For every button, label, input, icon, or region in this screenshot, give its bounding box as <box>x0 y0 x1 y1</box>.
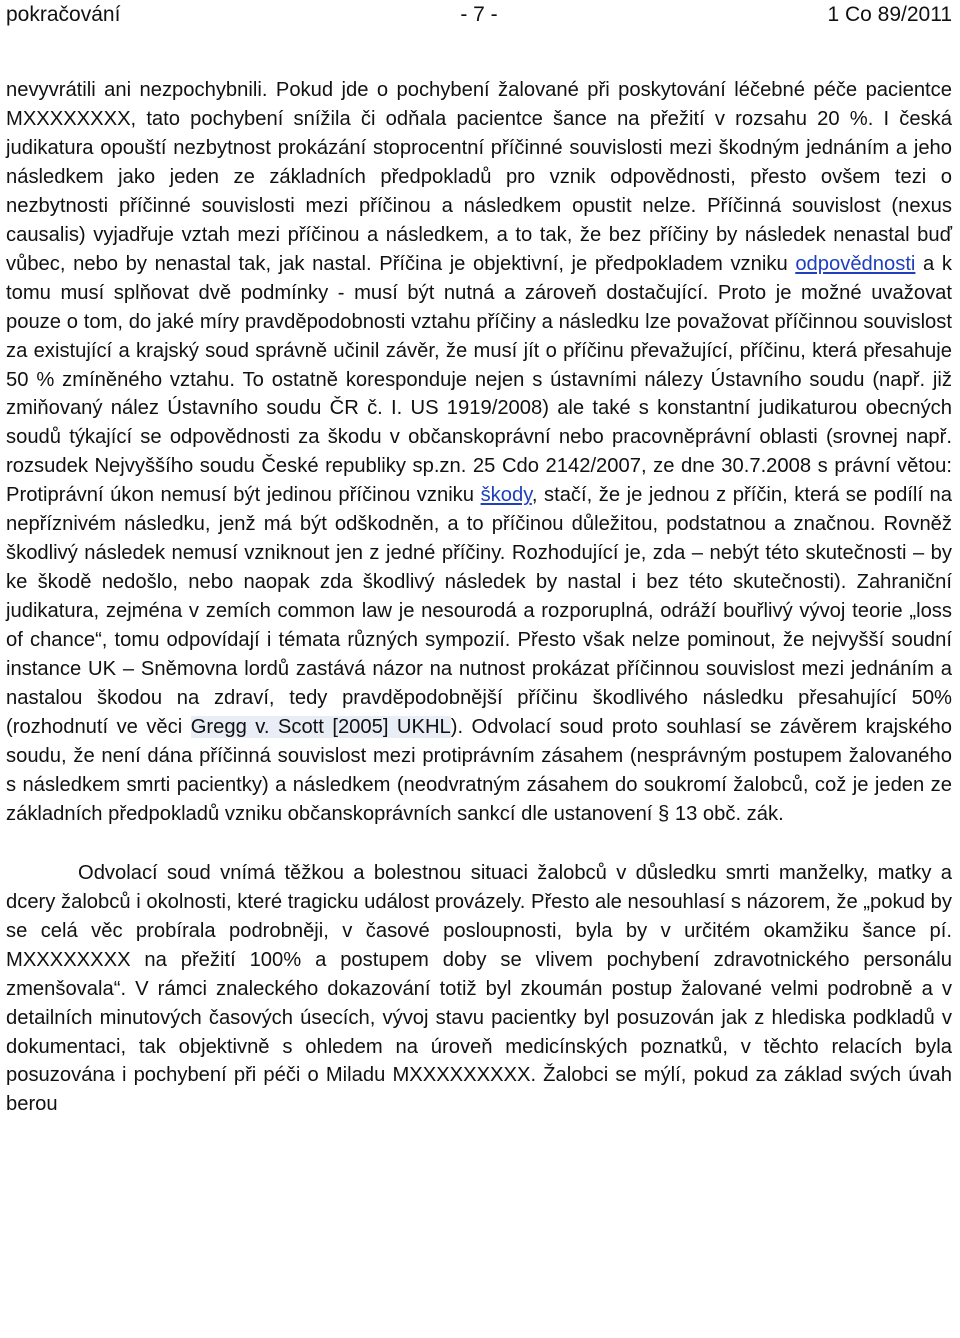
document-body <box>6 76 952 1119</box>
paragraph-1-text-d: ). Odvolací soud proto souhlasí se závěrem krajského soudu, že není dána příčinná souvislost mezi protiprávním zásahem (nesprávným postupem žalovaného s následkem smrti pacientky) a následkem (neodvratným zásahem do soukromí žalobců, což je jeden ze základních předpokladů vzniku občanskoprávních sankcí dle ustanovení § 13 obč. zák. <box>6 715 952 825</box>
link-skody[interactable]: škody <box>480 484 532 507</box>
document-page <box>6 0 953 1116</box>
paragraph-2: Odvolací soud vnímá těžkou a bolestnou situaci žalobců v důsledku smrti manželky, matky a dcery žalobců i okolnosti, které tragicku událost provázely. Přesto ale nesouhlasí s názorem, že „pokud by se celá věc probírala podrobněji, v časové posloupnosti, byla by v určitém okamžiku šance pí. MXXXXXXXX na přežití 100% a postupem doby se vlivem pochybení zdravotnického personálu zmenšovala“. V rámci znaleckého dokazování totiž byl zkoumán postup žalované velmi podrobně a v detailních minutových časových úsecích, vývoj stavu pacientky byl posuzován jak z hlediska podkladů v dokumentaci, tak objektivně s ohledem na úroveň medicínských poznatků, v těchto relacích byla posuzována i pochybení při péči o Miladu MXXXXXXXXX. Žalobci se mýlí, pokud za základ svých úvah berou <box>6 861 952 1116</box>
page-header <box>6 0 952 30</box>
paragraph-1-text-c: , stačí, že je jednou z příčin, která se podílí na nepříznivém následku, jenž má být odškodněn, a to příčinou důležitou, podstatnou a značnou. Rovněž škodlivý následek nemusí vzniknout jen z jedné příčiny. Rozhodující je, zda – nebýt této skutečnosti – by ke škodě nedošlo, nebo naopak zda škodlivý následek by nastal i bez této skutečnosti). Zahraniční judikatura, zejména v zemích common law je nesourodá a rozporuplná, odráží bouřlivý vývoj teorie „loss of chance“, tomu odpovídají i témata různých sympozií. Přesto však nelze pominout, že nejvyšší soudní instance UK – Sněmovna lordů zastává názor na nutnost prokázat příčinnou souvislost mezi jednáním a nastalou škodou na zdraví, tedy pravděpodobnější příčinu škodlivého následku přesahující 50% (rozhodnutí ve věci <box>6 484 953 738</box>
paragraph-1-text-b: a k tomu musí splňovat dvě podmínky - musí být nutná a zároveň dostačující. Proto je možné uvažovat pouze o tom, do jaké míry pravděpodobnosti vztahu příčiny a následku lze považovat příčinnou souvislost za existující a krajský soud správně učinil závěr, že musí jít o příčinu převažující, příčinu, která přesahuje 50 % zmíněného vztahu. To ostatně koresponduje nejen s ústavními nálezy Ústavního soudu (např. již zmiňovaný nález Ústavního soudu ČR č. I. US 1919/2008) ale také s konstantní judikaturou obecných soudů týkající se odpovědnosti za škodu v občanskoprávní nebo pracovněprávní oblasti (srovnej např. rozsudek Nejvyššího soudu České republiky sp.zn. 25 Cdo 2142/2007, ze dne 30.7.2008 s právní větou: Protiprávní úkon nemusí být jedinou příčinou vzniku <box>6 252 952 507</box>
page-number: - 7 - <box>460 3 498 26</box>
header-continuation: pokračování <box>6 3 121 26</box>
paragraph-1 <box>6 76 952 829</box>
link-odpovednosti[interactable]: odpovědnosti <box>795 252 916 275</box>
paragraph-1-text-a: nevyvrátili ani nezpochybnili. Pokud jde o pochybení žalované při poskytování léčebné péče pacientce MXXXXXXXX, tato pochybení snížila či odňala pacientce šance na přežití v rozsahu 20 %. I česká judikatura opouští nezbytnost prokázání stoprocentní příčinné souvislosti mezi škodným jednáním a jeho následkem jako jeden ze základních předpokladů pro vznik odpovědnosti, přesto ovšem tezi o nezbytnosti příčinné souvislosti mezi příčinou a následkem opustit nelze. Příčinná souvislost (nexus causalis) vyjadřuje vztah mezi příčinou a následkem, a to tak, že bez příčiny by následek nenastal buď vůbec, nebo by nenastal tak, jak nastal. Příčina je objektivní, je předpokladem vzniku <box>6 79 952 275</box>
case-number: 1 Co 89/2011 <box>827 3 952 26</box>
case-reference: Gregg v. Scott [2005] UKHL <box>190 715 451 738</box>
